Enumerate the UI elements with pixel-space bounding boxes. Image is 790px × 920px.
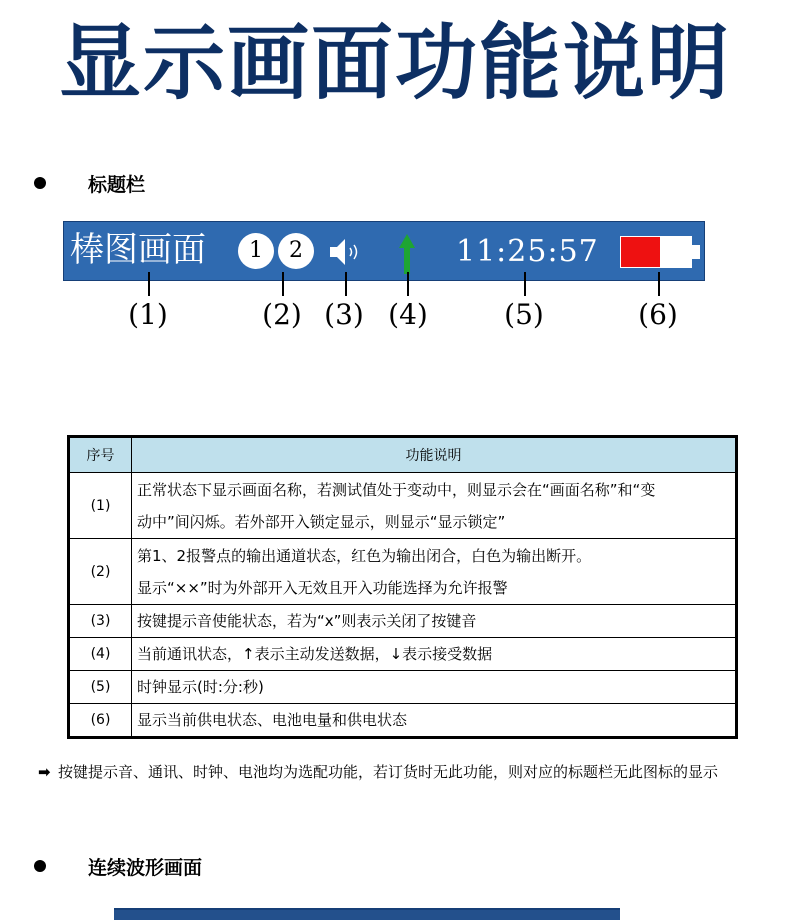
row-number: (6) xyxy=(69,704,132,738)
description-line: 动中”间闪烁。若外部开入锁定显示，则显示“显示锁定” xyxy=(137,512,506,531)
callout-label: (5) xyxy=(504,298,544,331)
callout-label: (3) xyxy=(324,298,364,331)
callout-label: (2) xyxy=(262,298,302,331)
callout-line xyxy=(345,272,347,296)
bullet-icon xyxy=(34,860,46,872)
row-number: (5) xyxy=(69,671,132,704)
callout-label: (4) xyxy=(388,298,428,331)
note-text: 按键提示音、通讯、时钟、电池均为选配功能，若订货时无此功能，则对应的标题栏无此图标的显示 xyxy=(58,763,719,781)
column-header: 功能说明 xyxy=(132,437,737,473)
callout-line xyxy=(148,272,150,296)
description-line: 第1、2报警点的输出通道状态，红色为输出闭合，白色为输出断开。 xyxy=(137,546,592,565)
right-arrow-icon: ➡ xyxy=(38,763,51,781)
row-description: 按键提示音使能状态，若为“x”则表示关闭了按键音 xyxy=(132,605,737,638)
row-number: (4) xyxy=(69,638,132,671)
table-row xyxy=(69,638,737,671)
description-line: 显示“××”时为外部开入无效且开入功能选择为允许报警 xyxy=(137,578,508,597)
callout-line xyxy=(407,272,409,296)
callout-line xyxy=(658,272,660,296)
screen-name: 棒图画面 xyxy=(70,230,206,270)
titlebar-demo xyxy=(63,221,705,281)
page-title: 显示画面功能说明 xyxy=(58,16,731,111)
alarm-1-indicator: 1 xyxy=(238,233,274,269)
speaker-icon xyxy=(328,234,364,270)
row-description: 时钟显示(时:分:秒) xyxy=(132,671,737,704)
battery-icon xyxy=(620,236,700,268)
callout-line xyxy=(524,272,526,296)
row-description: 显示当前供电状态、电池电量和供电状态 xyxy=(132,704,737,738)
table-header-row xyxy=(69,437,737,473)
column-header: 序号 xyxy=(69,437,132,473)
row-number: (3) xyxy=(69,605,132,638)
note xyxy=(38,756,758,788)
wave-screen-preview xyxy=(114,908,620,920)
bullet-icon xyxy=(34,177,46,189)
section-titlebar xyxy=(34,168,145,198)
table-row xyxy=(69,539,737,605)
table-row xyxy=(69,704,737,738)
function-table xyxy=(67,435,738,739)
table-row xyxy=(69,473,737,539)
callout-line xyxy=(282,272,284,296)
row-description xyxy=(132,473,737,539)
up-arrow-icon xyxy=(399,234,415,274)
section-heading: 连续波形画面 xyxy=(88,856,203,879)
table-row xyxy=(69,605,737,638)
callout-label: (1) xyxy=(128,298,168,331)
row-description xyxy=(132,539,737,605)
section-wave xyxy=(34,851,202,881)
row-number: (1) xyxy=(69,473,132,539)
row-description: 当前通讯状态，↑表示主动发送数据，↓表示接受数据 xyxy=(132,638,737,671)
section-heading: 标题栏 xyxy=(88,173,146,196)
row-number: (2) xyxy=(69,539,132,605)
clock-display: 11:25:57 xyxy=(456,234,599,269)
callout-label: (6) xyxy=(638,298,678,331)
alarm-2-indicator: 2 xyxy=(278,233,314,269)
description-line: 正常状态下显示画面名称，若测试值处于变动中，则显示会在“画面名称”和“变 xyxy=(137,480,656,499)
table-row xyxy=(69,671,737,704)
